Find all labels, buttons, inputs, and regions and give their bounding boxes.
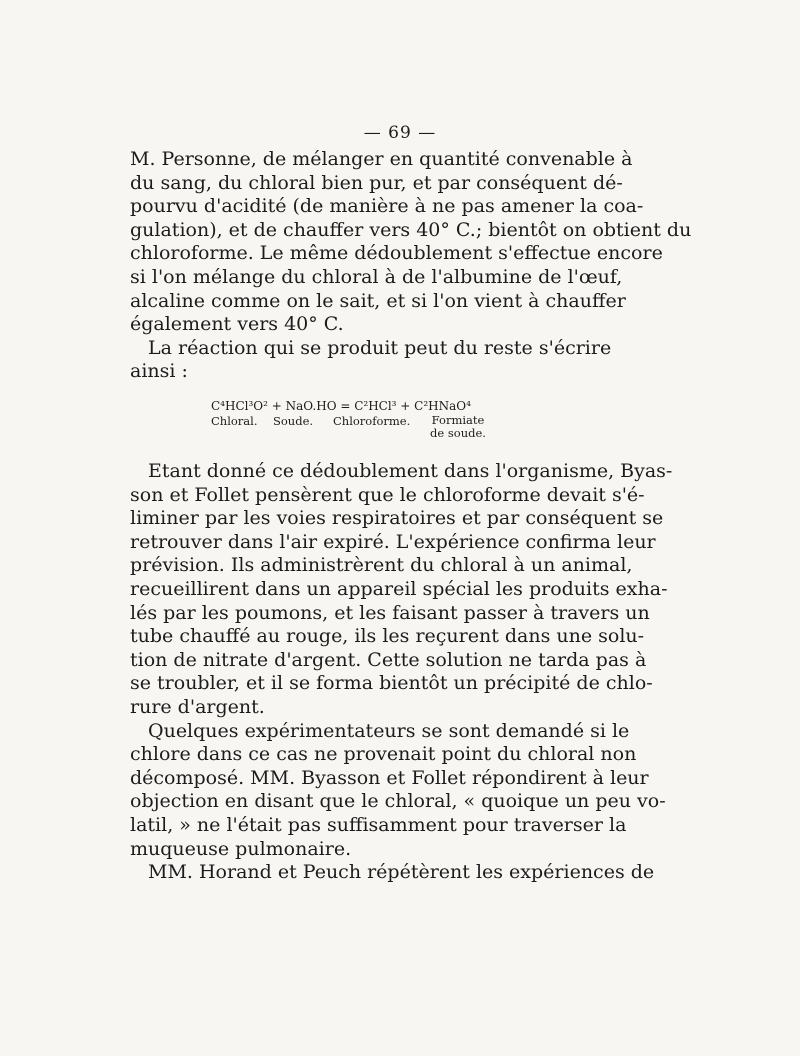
text-line: MM. Horand et Peuch répétèrent les expériences de bbox=[148, 861, 655, 884]
text-line: se troubler, et il se forma bientôt un précipité de chlo- bbox=[130, 672, 653, 695]
text-line: latil, » ne l'était pas suffisamment pour traverser la bbox=[130, 813, 627, 836]
label-chloral: Chloral. bbox=[211, 414, 258, 428]
text-line: chloroforme. Le même dédoublement s'effectue encore bbox=[130, 242, 663, 265]
text-line: retrouver dans l'air expiré. L'expérience confirma leur bbox=[130, 530, 656, 553]
formula-labels bbox=[211, 414, 501, 440]
text-line: liminer par les voies respiratoires et par conséquent se bbox=[130, 507, 664, 530]
chemical-formula bbox=[211, 399, 501, 440]
text-line: chlore dans ce cas ne provenait point du chloral non bbox=[130, 743, 637, 766]
text-line: M. Personne, de mélanger en quantité convenable à bbox=[130, 148, 633, 170]
text-line: muqueuse pulmonaire. bbox=[130, 837, 352, 860]
text-line: son et Follet pensèrent que le chloroforme devait s'é- bbox=[130, 483, 645, 506]
label-formiate bbox=[418, 414, 498, 440]
label-soude: Soude. bbox=[273, 414, 314, 428]
body-text-bottom bbox=[130, 460, 673, 885]
label-formiate-line1: Formiate bbox=[431, 413, 485, 427]
text-line: pourvu d'acidité (de manière à ne pas amener la coa- bbox=[130, 195, 644, 218]
formula-equation: C⁴HCl³O² + NaO.HO = C²HCl³ + C²HNaO⁴ bbox=[211, 399, 471, 413]
text-line: tube chauffé au rouge, ils les reçurent dans une solu- bbox=[130, 625, 645, 648]
text-line: lés par les poumons, et les faisant passer à travers un bbox=[130, 601, 650, 624]
body-text-top bbox=[130, 148, 692, 384]
text-line: recueillirent dans un appareil spécial les produits exha- bbox=[130, 577, 668, 600]
text-line: alcaline comme on le sait, et si l'on vient à chauffer bbox=[130, 289, 626, 312]
label-formiate-line2: de soude. bbox=[430, 426, 486, 440]
text-line: tion de nitrate d'argent. Cette solution ne tarda pas à bbox=[130, 648, 647, 671]
text-line: si l'on mélange du chloral à de l'albumine de l'œuf, bbox=[130, 265, 623, 288]
text-line: gulation), et de chauffer vers 40° C.; bientôt on obtient du bbox=[130, 218, 692, 241]
text-line: du sang, du chloral bien pur, et par conséquent dé- bbox=[130, 171, 623, 194]
text-line: La réaction qui se produit peut du reste s'écrire bbox=[148, 336, 612, 359]
text-line: Quelques expérimentateurs se sont demandé si le bbox=[148, 719, 630, 742]
text-line: également vers 40° C. bbox=[130, 313, 344, 336]
label-chloroforme: Chloroforme. bbox=[333, 414, 411, 428]
text-line: ainsi : bbox=[130, 360, 188, 383]
text-line: décomposé. MM. Byasson et Follet répondirent à leur bbox=[130, 766, 649, 789]
text-line: Etant donné ce dédoublement dans l'organisme, Byas- bbox=[148, 460, 673, 482]
text-line: prévision. Ils administrèrent du chloral à un animal, bbox=[130, 554, 633, 577]
text-line: objection en disant que le chloral, « quoique un peu vo- bbox=[130, 790, 666, 813]
page-number: — 69 — bbox=[363, 123, 437, 143]
text-line: rure d'argent. bbox=[130, 695, 265, 718]
